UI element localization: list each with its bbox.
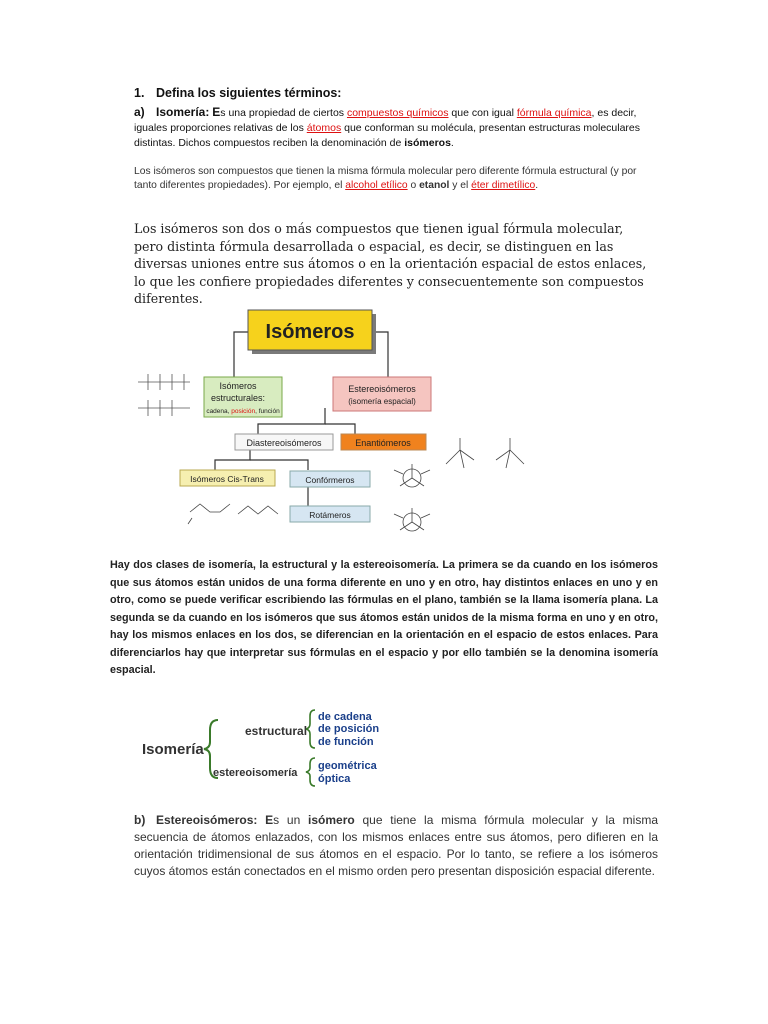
enantiomer-molecules-icon <box>446 438 524 468</box>
item-a-text: , es decir, iguales proporciones relativas de los <box>134 107 637 134</box>
section-heading <box>134 86 341 100</box>
brace-root-label: Isomería <box>142 741 204 758</box>
paragraph-clases-isomeria: Hay dos clases de isomería, la estructural y la estereoisomería. La primera se da cuando en los isómeros que sus átomos están unidos de una forma diferente en uno y en otro, hay distintos enlaces en uno y en otro, como se puede verificar escribiendo las fórmulas en el plano, también se la llama isomería plana. La segunda se da cuando en los isómeros que sus átomos están unidos de la misma forma en uno y en otro, hay los mismos enlaces en los dos, se diferencian en la orientación en el espacio de estos enlaces. Para diferenciarlos hay que interpretar sus fórmulas en el espacio y por ello también se la denomina isomería espacial. <box>110 559 658 676</box>
branch2-item: geométrica <box>318 760 377 772</box>
link-compuestos-quimicos[interactable]: compuestos químicos <box>346 107 449 119</box>
definition-estereoisomeros <box>134 812 658 880</box>
link-atomos[interactable]: átomos <box>306 122 342 134</box>
root-label: Isómeros <box>265 321 355 343</box>
item-b-term: Estereoisómeros: <box>156 813 258 827</box>
item-b-first-letter: E <box>265 813 274 827</box>
link-alcohol-etilico[interactable]: alcohol etílico <box>345 180 408 191</box>
item-a-first-letter: E <box>212 105 221 119</box>
stereo-line1: Estereoisómeros <box>348 384 416 394</box>
para2-bold: etanol <box>419 180 450 191</box>
branch1-label: estructural <box>245 724 308 738</box>
link-eter-dimetilico[interactable]: éter dimetílico <box>471 180 536 191</box>
para2-text: y el <box>449 180 472 191</box>
branch2-item: óptica <box>318 773 351 785</box>
item-a-term: Isomería: <box>156 105 210 119</box>
branch1-item: de posición <box>318 723 380 735</box>
para2-text: Los isómeros son compuestos que tienen la misma fórmula molecular pero diferente fórmula estructural (y por tanto diferentes propiedades). Por ejemplo, el <box>134 166 637 191</box>
paragraph-definicion-serif: Los isómeros son dos o más compuestos que tienen igual fórmula molecular, pero distinta fórmula desarrollada o espacial, es decir, se distinguen en las diversas uniones entre sus átomos o en la orientación espacial de estos enlaces, lo que les confiere propiedades diferentes y consecuentemente son compuestos diferentes. <box>134 221 647 306</box>
structural-sub-2: , función <box>255 408 280 415</box>
isomeria-brace-diagram <box>140 704 390 788</box>
structural-molecules-icon <box>138 374 190 416</box>
para2-text: o <box>407 180 420 191</box>
isomers-diagram <box>130 300 550 532</box>
branch1-item: de función <box>318 736 374 748</box>
newman-projection-icon <box>394 464 430 531</box>
branch1-brace-icon <box>306 710 315 748</box>
rotamers-label: Rotámeros <box>309 510 351 520</box>
cis-trans-molecules-icon <box>188 504 278 524</box>
branch2-label: estereoisomería <box>213 767 298 779</box>
structural-line1: Isómeros <box>219 381 257 391</box>
structural-sub-highlight: posición <box>231 408 256 415</box>
link-formula-quimica[interactable]: fórmula química <box>516 107 592 119</box>
structural-sub <box>206 408 280 415</box>
item-b-text: s un <box>273 813 309 827</box>
para2-text: . <box>535 180 539 191</box>
item-a-letter: a) <box>134 105 145 119</box>
structural-sub-1: cadena, <box>206 408 232 415</box>
item-b-text: que tiene la misma fórmula molecular y la misma secuencia de átomos enlazados, con los mismos enlaces entre sus átomos, pero difieren en la orientación tridimensional de sus átomos en el espacio. Por lo tanto, se refiere a los isómeros cuyos átomos están conectados en el mismo orden pero presentan disposición espacial diferente. <box>134 813 658 878</box>
item-a-text: s una propiedad de ciertos <box>220 107 347 119</box>
heading-text: Defina los siguientes términos: <box>156 86 342 100</box>
item-b-bold-word: isómero <box>308 813 355 827</box>
diastereo-label: Diastereoisómeros <box>246 438 322 448</box>
heading-number: 1. <box>134 86 145 100</box>
branch1-item: de cadena <box>318 711 372 723</box>
branch2-brace-icon <box>306 758 315 786</box>
item-a-bold-word: isómeros <box>404 137 451 149</box>
item-a-text: . <box>450 137 454 149</box>
item-a-text: que conforman su molécula, presentan estructuras moleculares distintas. Dichos compuestos reciben la denominación de <box>134 122 641 149</box>
paragraph-isomeros-ejemplo <box>134 165 644 193</box>
enantio-label: Enantiómeros <box>355 438 411 448</box>
definition-isomeria <box>134 105 654 151</box>
cis-trans-label: Isómeros Cis-Trans <box>190 474 264 484</box>
structural-line2: estructurales: <box>210 393 266 403</box>
stereo-line2: (isomería espacial) <box>348 397 416 406</box>
item-b-letter: b) <box>134 813 146 827</box>
item-a-text: que con igual <box>448 107 517 119</box>
conformers-label: Confórmeros <box>305 475 355 485</box>
